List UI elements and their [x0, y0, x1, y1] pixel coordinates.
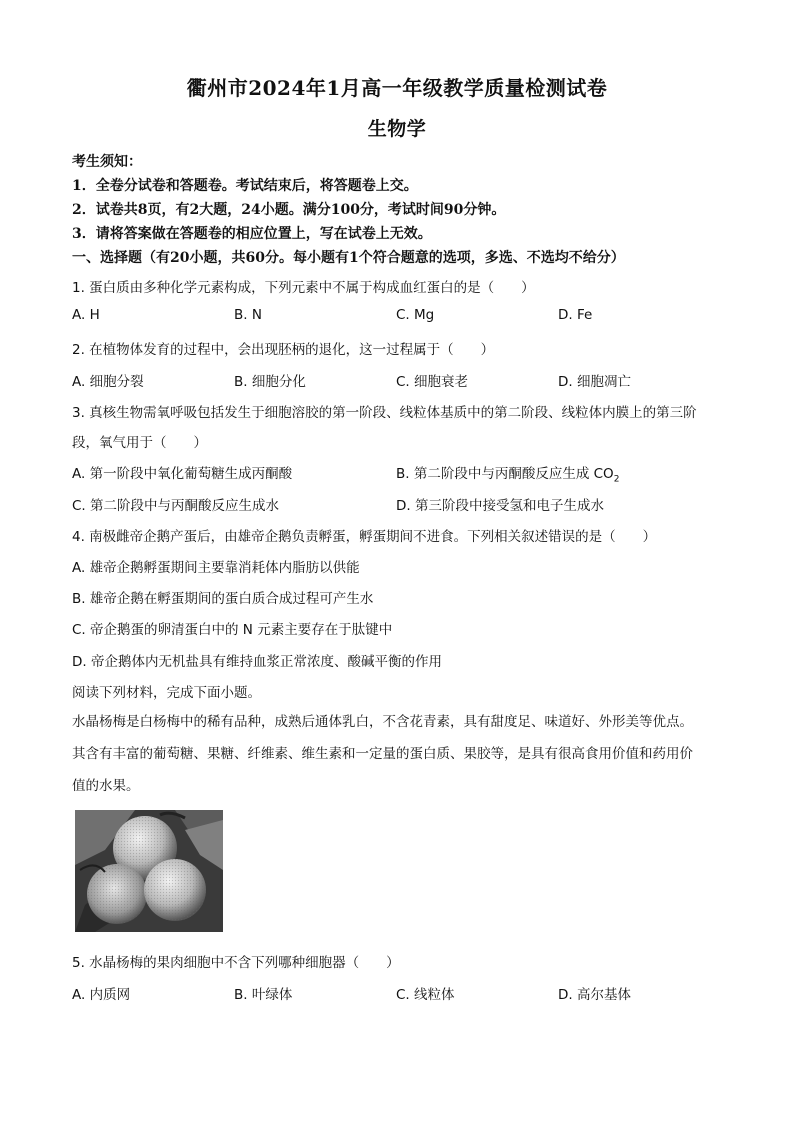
subject-title: 生物学: [367, 118, 427, 140]
q1-option-c: C. Mg: [396, 307, 435, 323]
reading-line-1: 水晶杨梅是白杨梅中的稀有品种，成熟后通体乳白，不含花青素，具有甜度足、味道好、外形美等优点。: [72, 714, 693, 730]
notice-item-1: 1．全卷分试卷和答题卷。考试结束后，将答题卷上交。: [72, 178, 418, 194]
notice-heading: 考生须知：: [72, 154, 142, 170]
q5-option-c: C. 线粒体: [396, 987, 455, 1003]
reading-intro: 阅读下列材料，完成下面小题。: [72, 685, 261, 701]
question-2-stem: 2. 在植物体发育的过程中，会出现胚柄的退化，这一过程属于（ ）: [72, 342, 495, 358]
reading-line-2: 其含有丰富的葡萄糖、果糖、纤维素、维生素和一定量的蛋白质、果胶等，是具有很高食用价值和药用价: [72, 746, 693, 762]
q1-option-b: B. N: [234, 307, 262, 323]
q4-option-d: D. 帝企鹅体内无机盐具有维持血浆正常浓度、酸碱平衡的作用: [72, 654, 442, 670]
q1-option-d: D. Fe: [558, 307, 593, 323]
q2-option-c: C. 细胞衰老: [396, 374, 469, 390]
notice-item-3: 3．请将答案做在答题卷的相应位置上，写在试卷上无效。: [72, 226, 432, 242]
q3-option-a: A. 第一阶段中氧化葡萄糖生成丙酮酸: [72, 466, 293, 482]
q5-option-d: D. 高尔基体: [558, 987, 631, 1003]
reading-line-3: 值的水果。: [72, 778, 140, 794]
q1-option-a: A. H: [72, 307, 100, 323]
q4-option-c: C. 帝企鹅蛋的卵清蛋白中的 N 元素主要存在于肽键中: [72, 622, 393, 638]
q2-option-a: A. 细胞分裂: [72, 374, 144, 390]
q3-option-b-text: B. 第二阶段中与丙酮酸反应生成 CO: [396, 466, 614, 482]
q4-option-b: B. 雄帝企鹅在孵蛋期间的蛋白质合成过程可产生水: [72, 591, 374, 607]
question-3-stem-line1: 3. 真核生物需氧呼吸包括发生于细胞溶胶的第一阶段、线粒体基质中的第二阶段、线粒体内膜上的第三阶: [72, 405, 697, 421]
question-1-stem: 1. 蛋白质由多种化学元素构成，下列元素中不属于构成血红蛋白的是（ ）: [72, 280, 535, 296]
q3-option-b: [396, 462, 619, 485]
exam-title: 衢州市2024年1月高一年级教学质量检测试卷: [186, 76, 608, 100]
q3-option-c: C. 第二阶段中与丙酮酸反应生成水: [72, 498, 280, 514]
co2-subscript: 2: [613, 474, 620, 485]
waxberry-photo: [75, 810, 223, 932]
question-5-stem: 5. 水晶杨梅的果肉细胞中不含下列哪种细胞器（ ）: [72, 955, 400, 971]
reading-paragraph: [72, 706, 732, 802]
q5-option-a: A. 内质网: [72, 987, 131, 1003]
q5-option-b: B. 叶绿体: [234, 987, 293, 1003]
question-4-stem: 4. 南极雌帝企鹅产蛋后，由雄帝企鹅负责孵蛋，孵蛋期间不进食。下列相关叙述错误的是（ ）: [72, 529, 657, 545]
q2-option-b: B. 细胞分化: [234, 374, 306, 390]
q4-option-a: A. 雄帝企鹅孵蛋期间主要靠消耗体内脂肪以供能: [72, 560, 360, 576]
section-heading: 一、选择题（有20小题，共60分。每小题有1个符合题意的选项，多选、不选均不给分）: [72, 250, 625, 266]
question-3-stem-line2: 段，氧气用于（ ）: [72, 435, 207, 451]
q2-option-d: D. 细胞凋亡: [558, 374, 631, 390]
notice-item-2: 2．试卷共8页，有2大题，24小题。满分100分，考试时间90分钟。: [72, 202, 506, 218]
q3-option-d: D. 第三阶段中接受氢和电子生成水: [396, 498, 604, 514]
